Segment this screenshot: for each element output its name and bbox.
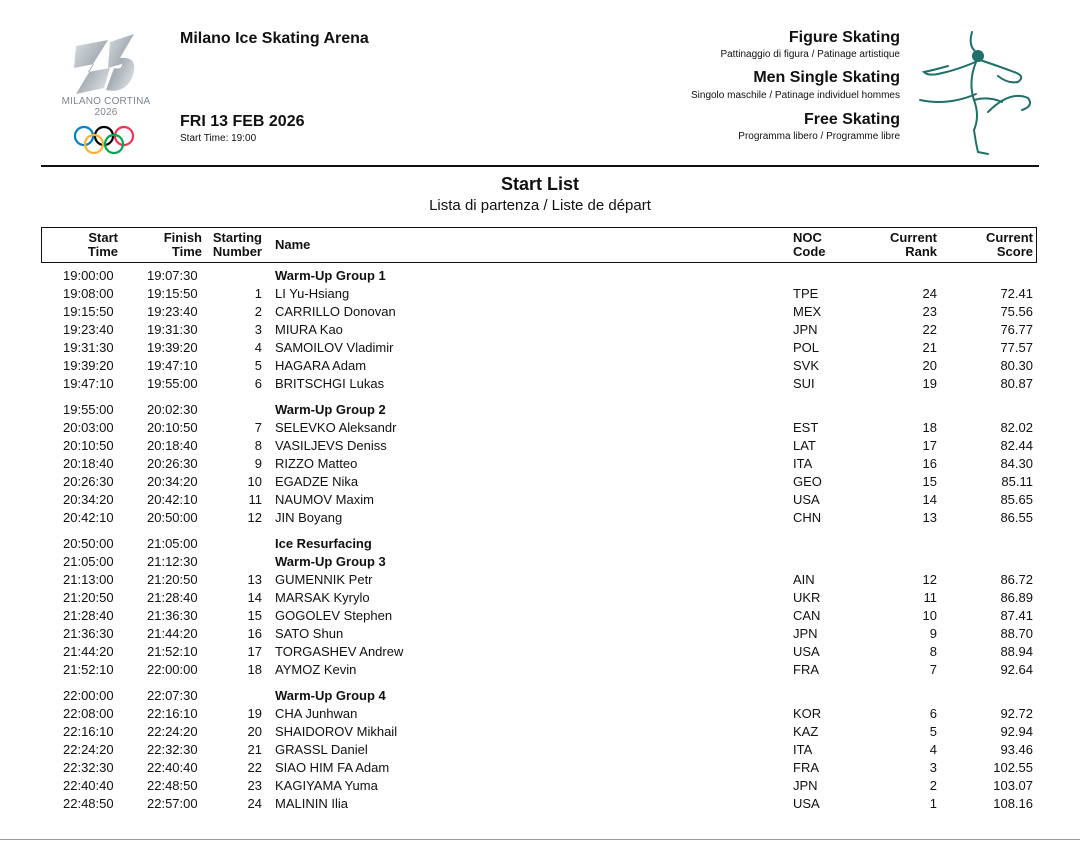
table-row xyxy=(0,339,1080,357)
starting-number-cell: 3 xyxy=(254,322,262,337)
table-row xyxy=(0,321,1080,339)
current-score-cell: 86.72 xyxy=(1000,572,1033,587)
finish-time-cell: 22:48:50 xyxy=(147,778,198,793)
current-rank-cell: 6 xyxy=(929,706,937,721)
header-divider xyxy=(41,165,1039,167)
athlete-name-cell: KAGIYAMA Yuma xyxy=(275,778,378,793)
group-row xyxy=(0,535,1080,553)
column-header-score-line2: Score xyxy=(996,244,1033,259)
finish-time-cell: 20:42:10 xyxy=(147,492,198,507)
current-score-cell: 77.57 xyxy=(1000,340,1033,355)
current-score-cell: 93.46 xyxy=(1000,742,1033,757)
table-row xyxy=(0,607,1080,625)
current-rank-cell: 5 xyxy=(929,724,937,739)
current-rank-cell: 8 xyxy=(929,644,937,659)
starting-number-cell: 2 xyxy=(254,304,262,319)
starting-number-cell: 12 xyxy=(247,510,262,525)
starting-number-cell: 5 xyxy=(254,358,262,373)
finish-time-cell: 21:44:20 xyxy=(147,626,198,641)
current-score-cell: 75.56 xyxy=(1000,304,1033,319)
start-time-cell: 19:08:00 xyxy=(63,286,114,301)
starting-number-cell: 11 xyxy=(248,492,262,507)
start-time-cell: 22:32:30 xyxy=(63,760,114,775)
current-score-cell: 88.70 xyxy=(1000,626,1033,641)
starting-number-cell: 9 xyxy=(254,456,262,471)
current-score-cell: 92.64 xyxy=(1000,662,1033,677)
finish-time-cell: 22:57:00 xyxy=(147,796,198,811)
start-time-cell: 19:47:10 xyxy=(63,376,114,391)
current-rank-cell: 1 xyxy=(929,796,937,811)
start-time-cell: 22:08:00 xyxy=(63,706,114,721)
finish-time-cell: 20:34:20 xyxy=(147,474,198,489)
noc-code-cell: ITA xyxy=(793,456,813,471)
finish-time-cell: 19:23:40 xyxy=(147,304,198,319)
document-subtitle: Lista di partenza / Liste de départ xyxy=(429,197,651,214)
finish-time-cell: 21:05:00 xyxy=(147,536,198,551)
current-score-cell: 82.02 xyxy=(1000,420,1033,435)
figure-skater-pictogram xyxy=(918,26,1040,160)
table-row xyxy=(0,357,1080,375)
current-rank-cell: 22 xyxy=(922,322,937,337)
group-row xyxy=(0,687,1080,705)
start-time-cell: 20:34:20 xyxy=(63,492,114,507)
group-label-cell: Warm-Up Group 3 xyxy=(275,554,386,569)
venue-name: Milano Ice Skating Arena xyxy=(180,30,369,47)
athlete-name-cell: AYMOZ Kevin xyxy=(275,662,357,677)
column-header-current-score xyxy=(986,231,1033,259)
starting-number-cell: 24 xyxy=(247,796,262,811)
athlete-name-cell: SIAO HIM FA Adam xyxy=(275,760,390,775)
group-row xyxy=(0,553,1080,571)
current-score-cell: 103.07 xyxy=(993,778,1033,793)
current-rank-cell: 17 xyxy=(922,438,937,453)
table-row xyxy=(0,285,1080,303)
starting-number-cell: 22 xyxy=(247,760,262,775)
starting-number-cell: 13 xyxy=(247,572,262,587)
start-time-cell: 21:44:20 xyxy=(63,644,114,659)
column-header-finish-time xyxy=(164,231,202,259)
noc-code-cell: FRA xyxy=(793,662,819,677)
column-header-finish-line1: Finish xyxy=(163,230,202,245)
column-header-start-time xyxy=(88,231,118,259)
group-row xyxy=(0,401,1080,419)
current-rank-cell: 19 xyxy=(922,376,937,391)
current-rank-cell: 3 xyxy=(929,760,937,775)
starting-number-cell: 6 xyxy=(254,376,262,391)
noc-code-cell: ITA xyxy=(793,742,813,757)
milano-cortina-logo xyxy=(48,28,168,156)
starting-number-cell: 16 xyxy=(247,626,262,641)
start-time-cell: 20:03:00 xyxy=(63,420,114,435)
segment-title: Free Skating xyxy=(803,111,900,128)
current-rank-cell: 23 xyxy=(922,304,937,319)
current-score-cell: 92.72 xyxy=(1000,706,1033,721)
column-header-rank-line1: Current xyxy=(890,230,937,245)
column-header-finish-line2: Time xyxy=(171,244,202,259)
table-row xyxy=(0,473,1080,491)
athlete-name-cell: BRITSCHGI Lukas xyxy=(275,376,385,391)
current-score-cell: 88.94 xyxy=(1000,644,1033,659)
table-row xyxy=(0,419,1080,437)
column-header-number-line2: Number xyxy=(212,244,262,259)
starting-number-cell: 14 xyxy=(247,590,262,605)
group-label-cell: Ice Resurfacing xyxy=(275,536,372,551)
athlete-name-cell: SHAIDOROV Mikhail xyxy=(275,724,398,739)
event-start-time: Start Time: 19:00 xyxy=(180,133,257,144)
logo-wordmark xyxy=(48,96,164,118)
current-rank-cell: 12 xyxy=(922,572,937,587)
finish-time-cell: 19:47:10 xyxy=(147,358,198,373)
noc-code-cell: UKR xyxy=(793,590,821,605)
noc-code-cell: SVK xyxy=(793,358,820,373)
starting-number-cell: 21 xyxy=(247,742,262,757)
noc-code-cell: LAT xyxy=(793,438,816,453)
finish-time-cell: 19:07:30 xyxy=(147,268,198,283)
finish-time-cell: 22:07:30 xyxy=(147,688,198,703)
start-time-cell: 21:13:00 xyxy=(63,572,114,587)
current-rank-cell: 13 xyxy=(922,510,937,525)
column-header-rank-line2: Rank xyxy=(905,244,937,259)
noc-code-cell: USA xyxy=(793,644,820,659)
current-score-cell: 82.44 xyxy=(1000,438,1033,453)
noc-code-cell: POL xyxy=(793,340,820,355)
noc-code-cell: JPN xyxy=(793,322,818,337)
athlete-name-cell: SAMOILOV Vladimir xyxy=(275,340,394,355)
start-time-cell: 19:00:00 xyxy=(63,268,114,283)
finish-time-cell: 19:15:50 xyxy=(147,286,198,301)
column-header-noc-line2: Code xyxy=(793,244,826,259)
start-time-cell: 22:48:50 xyxy=(63,796,114,811)
current-rank-cell: 21 xyxy=(922,340,937,355)
table-row xyxy=(0,759,1080,777)
athlete-name-cell: LI Yu-Hsiang xyxy=(275,286,350,301)
noc-code-cell: FRA xyxy=(793,760,819,775)
current-score-cell: 86.89 xyxy=(1000,590,1033,605)
noc-code-cell: GEO xyxy=(793,474,822,489)
start-time-cell: 20:50:00 xyxy=(63,536,114,551)
start-time-cell: 20:18:40 xyxy=(63,456,114,471)
group-row xyxy=(0,267,1080,285)
finish-time-cell: 21:52:10 xyxy=(147,644,198,659)
start-time-cell: 22:40:40 xyxy=(63,778,114,793)
event-date: FRI 13 FEB 2026 xyxy=(180,113,305,130)
column-header-number-line1: Starting xyxy=(212,230,262,245)
start-time-cell: 20:42:10 xyxy=(63,510,114,525)
current-rank-cell: 7 xyxy=(929,662,937,677)
current-score-cell: 108.16 xyxy=(993,796,1033,811)
footer-divider xyxy=(0,839,1080,840)
athlete-name-cell: GOGOLEV Stephen xyxy=(275,608,393,623)
noc-code-cell: TPE xyxy=(793,286,819,301)
athlete-name-cell: SELEVKO Aleksandr xyxy=(275,420,397,435)
starting-number-cell: 8 xyxy=(254,438,262,453)
start-time-cell: 19:23:40 xyxy=(63,322,114,337)
group-label-cell: Warm-Up Group 4 xyxy=(275,688,386,703)
finish-time-cell: 20:26:30 xyxy=(147,456,198,471)
noc-code-cell: KAZ xyxy=(793,724,819,739)
table-row xyxy=(0,795,1080,813)
current-score-cell: 80.87 xyxy=(1000,376,1033,391)
table-row xyxy=(0,509,1080,527)
column-header-starting-number xyxy=(213,231,262,259)
table-row xyxy=(0,723,1080,741)
start-time-cell: 19:31:30 xyxy=(63,340,114,355)
starting-number-cell: 19 xyxy=(247,706,262,721)
athlete-name-cell: MARSAK Kyrylo xyxy=(275,590,370,605)
column-header-score-line1: Current xyxy=(986,230,1033,245)
starting-number-cell: 18 xyxy=(247,662,262,677)
starting-number-cell: 23 xyxy=(247,778,262,793)
finish-time-cell: 19:39:20 xyxy=(147,340,198,355)
table-row xyxy=(0,437,1080,455)
discipline-title: Figure Skating xyxy=(788,29,900,46)
table-row xyxy=(0,705,1080,723)
figure-skater-icon xyxy=(918,26,1040,160)
column-header-noc-code xyxy=(793,231,826,259)
starting-number-cell: 10 xyxy=(247,474,262,489)
start-time-cell: 22:24:20 xyxy=(63,742,114,757)
current-rank-cell: 16 xyxy=(922,456,937,471)
starting-number-cell: 7 xyxy=(254,420,262,435)
finish-time-cell: 22:40:40 xyxy=(147,760,198,775)
start-time-cell: 19:55:00 xyxy=(63,402,114,417)
noc-code-cell: USA xyxy=(793,492,820,507)
start-time-cell: 22:16:10 xyxy=(63,724,114,739)
athlete-name-cell: MIURA Kao xyxy=(275,322,343,337)
finish-time-cell: 20:18:40 xyxy=(147,438,198,453)
starting-number-cell: 20 xyxy=(247,724,262,739)
finish-time-cell: 21:12:30 xyxy=(147,554,198,569)
column-header-name: Name xyxy=(275,237,311,252)
finish-time-cell: 21:20:50 xyxy=(147,572,198,587)
noc-code-cell: CAN xyxy=(793,608,821,623)
current-score-cell: 102.55 xyxy=(993,760,1033,775)
current-rank-cell: 4 xyxy=(929,742,937,757)
athlete-name-cell: EGADZE Nika xyxy=(275,474,359,489)
finish-time-cell: 20:02:30 xyxy=(147,402,198,417)
athlete-name-cell: SATO Shun xyxy=(275,626,344,641)
athlete-name-cell: MALININ Ilia xyxy=(275,796,348,811)
noc-code-cell: EST xyxy=(793,420,819,435)
noc-code-cell: JPN xyxy=(793,778,818,793)
table-row xyxy=(0,589,1080,607)
current-rank-cell: 2 xyxy=(929,778,937,793)
finish-time-cell: 21:36:30 xyxy=(147,608,198,623)
finish-time-cell: 21:28:40 xyxy=(147,590,198,605)
current-rank-cell: 14 xyxy=(922,492,937,507)
column-header-start-line1: Start xyxy=(88,230,118,245)
noc-code-cell: JPN xyxy=(793,626,818,641)
table-row xyxy=(0,571,1080,589)
noc-code-cell: MEX xyxy=(793,304,822,319)
finish-time-cell: 22:32:30 xyxy=(147,742,198,757)
current-score-cell: 85.11 xyxy=(1001,474,1033,489)
starting-number-cell: 4 xyxy=(254,340,262,355)
column-header-noc-line1: NOC xyxy=(793,230,822,245)
start-time-cell: 21:20:50 xyxy=(63,590,114,605)
athlete-name-cell: GUMENNIK Petr xyxy=(275,572,373,587)
noc-code-cell: AIN xyxy=(793,572,815,587)
table-row xyxy=(0,661,1080,679)
logo-wordmark-line1: MILANO CORTINA xyxy=(61,96,151,107)
noc-code-cell: KOR xyxy=(793,706,822,721)
finish-time-cell: 20:10:50 xyxy=(147,420,198,435)
current-rank-cell: 20 xyxy=(922,358,937,373)
milano-cortina-emblem-icon xyxy=(48,28,168,156)
current-rank-cell: 15 xyxy=(922,474,937,489)
current-score-cell: 87.41 xyxy=(1000,608,1033,623)
current-rank-cell: 18 xyxy=(922,420,937,435)
current-rank-cell: 11 xyxy=(923,590,937,605)
table-row xyxy=(0,491,1080,509)
starting-number-cell: 15 xyxy=(247,608,262,623)
table-row xyxy=(0,455,1080,473)
athlete-name-cell: VASILJEVS Deniss xyxy=(275,438,387,453)
event-title: Men Single Skating xyxy=(753,69,900,86)
starting-number-cell: 17 xyxy=(247,644,262,659)
group-label-cell: Warm-Up Group 2 xyxy=(275,402,386,417)
athlete-name-cell: NAUMOV Maxim xyxy=(275,492,374,507)
document-title: Start List xyxy=(500,174,579,194)
start-time-cell: 22:00:00 xyxy=(63,688,114,703)
start-time-cell: 19:39:20 xyxy=(63,358,114,373)
current-score-cell: 86.55 xyxy=(1000,510,1033,525)
starting-number-cell: 1 xyxy=(254,286,262,301)
finish-time-cell: 19:55:00 xyxy=(147,376,198,391)
finish-time-cell: 22:00:00 xyxy=(147,662,198,677)
finish-time-cell: 22:24:20 xyxy=(147,724,198,739)
athlete-name-cell: GRASSL Daniel xyxy=(275,742,368,757)
current-score-cell: 85.65 xyxy=(1000,492,1033,507)
noc-code-cell: SUI xyxy=(793,376,815,391)
noc-code-cell: CHN xyxy=(793,510,822,525)
start-time-cell: 21:52:10 xyxy=(63,662,114,677)
athlete-name-cell: JIN Boyang xyxy=(275,510,343,525)
finish-time-cell: 20:50:00 xyxy=(147,510,198,525)
table-row xyxy=(0,625,1080,643)
table-row xyxy=(0,375,1080,393)
table-row xyxy=(0,741,1080,759)
start-time-cell: 20:26:30 xyxy=(63,474,114,489)
discipline-subtitle: Pattinaggio di figura / Patinage artistique xyxy=(720,49,900,60)
table-row xyxy=(0,777,1080,795)
current-score-cell: 92.94 xyxy=(1000,724,1033,739)
finish-time-cell: 22:16:10 xyxy=(147,706,198,721)
current-score-cell: 72.41 xyxy=(1000,286,1033,301)
event-subtitle: Singolo maschile / Patinage individuel hommes xyxy=(690,90,900,101)
athlete-name-cell: CARRILLO Donovan xyxy=(275,304,396,319)
table-row xyxy=(0,643,1080,661)
group-label-cell: Warm-Up Group 1 xyxy=(275,268,386,283)
current-score-cell: 80.30 xyxy=(1000,358,1033,373)
start-time-cell: 21:36:30 xyxy=(63,626,114,641)
column-header-current-rank xyxy=(890,231,937,259)
start-time-cell: 20:10:50 xyxy=(63,438,114,453)
start-time-cell: 21:05:00 xyxy=(63,554,114,569)
athlete-name-cell: CHA Junhwan xyxy=(275,706,358,721)
start-time-cell: 19:15:50 xyxy=(63,304,114,319)
start-time-cell: 21:28:40 xyxy=(63,608,114,623)
current-rank-cell: 24 xyxy=(922,286,937,301)
athlete-name-cell: RIZZO Matteo xyxy=(275,456,358,471)
logo-wordmark-line2: 2026 xyxy=(94,107,118,118)
segment-subtitle: Programma libero / Programme libre xyxy=(738,131,900,142)
column-header-start-line2: Time xyxy=(87,244,118,259)
table-row xyxy=(0,303,1080,321)
current-rank-cell: 10 xyxy=(922,608,937,623)
current-score-cell: 76.77 xyxy=(1000,322,1033,337)
noc-code-cell: USA xyxy=(793,796,820,811)
current-score-cell: 84.30 xyxy=(1000,456,1033,471)
finish-time-cell: 19:31:30 xyxy=(147,322,198,337)
athlete-name-cell: TORGASHEV Andrew xyxy=(275,644,404,659)
current-rank-cell: 9 xyxy=(929,626,937,641)
athlete-name-cell: HAGARA Adam xyxy=(275,358,367,373)
